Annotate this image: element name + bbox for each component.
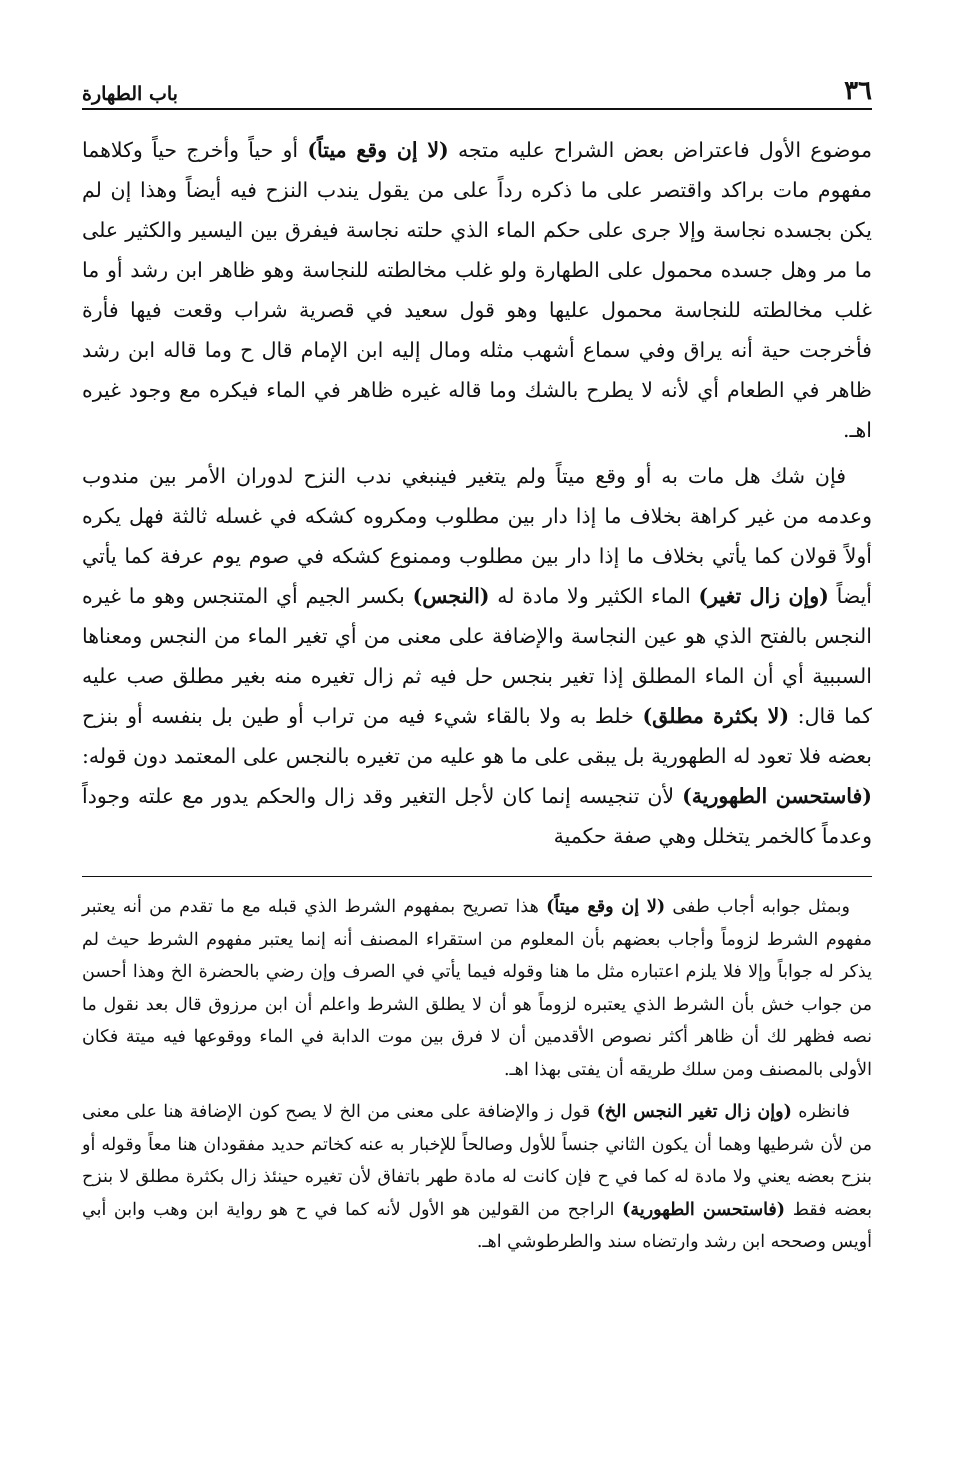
footnotes — [82, 891, 872, 1259]
text-run: خلط به ولا بالقاء شيء فيه من تراب أو طين بل بنفسه أو بنزح بعضه فلا تعود له الطهورية بل يبقى على ما هو عليه من تغيره بالنجس على المعتمد دون قوله: — [82, 704, 872, 768]
header-rule — [82, 108, 872, 110]
text-run: فانظره — [791, 1102, 850, 1122]
text-run: لأن تنجيسه إنما كان لأجل التغير وقد زال والحكم يدور مع علته وجوداً وعدماً كالخمر يتخلل وهي صفة حكمية — [82, 784, 872, 848]
text-run: فإن شك هل مات به أو وقع ميتاً ولم يتغير فينبغي ندب النزح لدوران الأمر بين مندوب وعدمه من غير كراهة بخلاف ما إذا دار بين مطلوب ومكروه كشكه في غسله ثالثة فهل يكره أولاً قولان كما يأتي بخلاف ما إذا دار بين مطلوب وممنوع كشكه في صوم يوم عرفة كما يأتي أيضاً — [82, 464, 872, 608]
bold-quote: (لا إن وقع ميتاً) — [546, 897, 666, 917]
bold-quote: (وإن زال تغير النجس الخ) — [596, 1102, 792, 1122]
chapter-title: باب الطهارة — [82, 83, 178, 105]
bold-quote: (فاستحسن الطهورية) — [682, 784, 872, 808]
main-paragraph — [82, 130, 872, 450]
text-run: بكسر الجيم أي المتنجس وهو ما غيره النجس بالفتح الذي هو عين النجاسة والإضافة على معنى من أي تغير الماء من النجس ومعناها السببية أي أن الماء المطلق إذا تغير بنجس حل فيه ثم زال تغيره منه بغير مطلق صب عليه كما قال: — [82, 584, 872, 728]
bold-quote: (النجس) — [412, 584, 490, 608]
footnote-paragraph — [82, 891, 872, 1086]
text-run: هذا تصريح بمفهوم الشرط الذي قبله مع ما تقدم من أنه يعتبر مفهوم الشرط لزوماً وأجاب بعضهم بأن المعلوم من استقراء المصنف أنه إنما يعتبر مفهوم الشرط حيث لم يذكر له جواباً وإلا فلا يلزم اعتباره مثل ما هنا وقوله فيما يأتي في الصرف وإن رضي بالحضرة الخ وهذا أحسن من جواب خش بأن الشرط الذي يعتبره لزوماً هو أن لا يطلق الشرط واعلم أن ابن مرزوق قال بعد نقول ما نصه فظهر لك أن ظاهر أكثر نصوص الأقدمين أن لا فرق بين موت الدابة في الماء ووقوعها فيه ميتة فكان الأولى بالمصنف ومن سلك طريقه أن يفتى بهذا اهـ. — [82, 897, 872, 1080]
page-number: ٣٦ — [844, 76, 872, 106]
bold-quote: (لا بكثرة مطلق) — [642, 704, 790, 728]
footnote-paragraph — [82, 1096, 872, 1259]
book-page — [82, 70, 872, 1269]
bold-quote: (فاستحسن الطهورية) — [622, 1199, 786, 1220]
text-run: الماء الكثير ولا مادة له — [489, 584, 699, 608]
bold-quote: (لا إن وقع ميتاً) — [307, 138, 449, 162]
main-paragraph — [82, 456, 872, 856]
text-run: الراجح من القولين هو الأول لأنه كما في ح هو رواية ابن وهب وابن أبي أويس وصححه ابن رشد وارتضاه سند والطرطوشي اهـ. — [82, 1199, 872, 1252]
main-text — [82, 130, 872, 856]
text-run: أو حياً وأخرج حياً وكلاهما مفهوم مات براكد واقتصر على ما ذكره رداً على من يقول يندب النزح فيه أيضاً وهذا إن لم يكن بجسده نجاسة وإلا جرى على حكم الماء الذي حلته نجاسة فيفرق بين اليسير والكثير على ما مر وهل جسده محمول على الطهارة ولو غلب مخالطته للنجاسة وهو ظاهر ابن رشد أو ما غلب مخالطته للنجاسة محمول عليها وهو قول سعيد في قصرية شراب وقعت فيها فأرة فأخرجت حية أنه يراق وفي سماع أشهب مثله ومال إليه ابن الإمام قال ح وما قاله ابن رشد ظاهر في الطعام أي لأنه لا يطرح بالشك وما قاله غيره ظاهر في الماء فيكره مع وجود غيره اهـ. — [82, 138, 872, 442]
text-run: وبمثل جوابه أجاب طفى — [665, 897, 850, 917]
bold-quote: (وإن زال تغير) — [698, 584, 829, 608]
footnote-rule — [82, 876, 872, 877]
text-run: قول ز والإضافة على معنى من الخ لا يصح كون الإضافة هنا على معنى من لأن شرطيها وهما أن يكون الثاني جنساً للأول وصالحاً للإخبار به عنه كخاتم حديد مفقودان هنا معاً وقوله أو بنزح بعضه يعني ولا مادة له كما في ح فإن كانت له مادة طهر باتفاق لأن تغيره حينئذ زال بكثرة مطلق لا بنزح بعضه فقط — [82, 1102, 872, 1220]
text-run: موضوع الأول فاعتراض بعض الشراح عليه متجه — [448, 138, 873, 162]
running-header — [82, 70, 872, 104]
